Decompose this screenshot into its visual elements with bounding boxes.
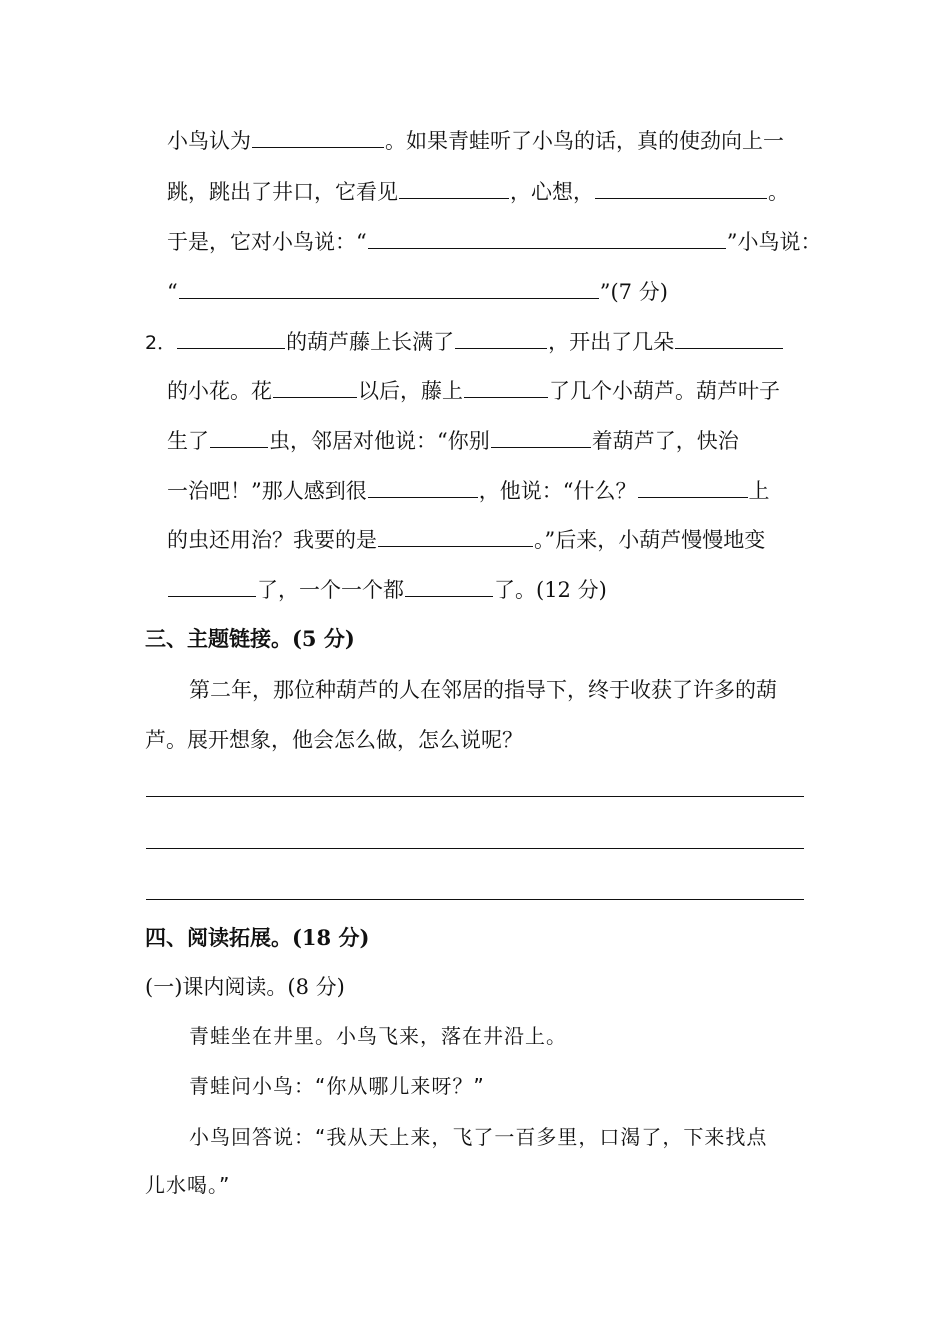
answer-blank[interactable] bbox=[638, 475, 748, 498]
q2-text: 的葫芦藤上长满了 bbox=[286, 330, 455, 354]
q2-line-4 bbox=[167, 475, 770, 506]
q2-text: 的小花。花 bbox=[167, 379, 272, 403]
answer-blank[interactable] bbox=[368, 226, 726, 249]
answer-blank[interactable] bbox=[210, 425, 268, 448]
answer-writing-line[interactable] bbox=[146, 899, 804, 900]
answer-blank[interactable] bbox=[378, 524, 533, 547]
section4-heading: 四、阅读拓展。(18 分) bbox=[145, 925, 370, 950]
answer-blank[interactable] bbox=[368, 475, 478, 498]
answer-writing-line[interactable] bbox=[146, 796, 804, 797]
q1-line-4 bbox=[167, 276, 668, 307]
answer-blank[interactable] bbox=[273, 375, 357, 398]
section4-subheading: (一)课内阅读。(8 分) bbox=[145, 975, 345, 999]
q2-line-1 bbox=[145, 326, 784, 358]
q1-text: 于是，它对小鸟说：“ bbox=[167, 230, 367, 254]
q1-text: ，心想， bbox=[510, 180, 594, 204]
q2-line-6 bbox=[167, 574, 607, 605]
answer-blank[interactable] bbox=[455, 326, 547, 349]
q1-line-2 bbox=[167, 176, 789, 207]
answer-blank[interactable] bbox=[675, 326, 783, 349]
q2-text: 的虫还用治？我要的是 bbox=[167, 528, 377, 552]
reading-paragraph-3: 小鸟回答说：“我从天上来，飞了一百多里，口渴了，下来找点 bbox=[189, 1125, 768, 1149]
q2-text: 生了 bbox=[167, 429, 209, 453]
reading-paragraph-3-cont: 儿水喝。” bbox=[145, 1173, 231, 1197]
answer-blank[interactable] bbox=[464, 375, 548, 398]
q1-text: 。 bbox=[768, 180, 789, 204]
reading-paragraph-2: 青蛙问小鸟：“你从哪儿来呀？” bbox=[189, 1074, 485, 1098]
answer-blank[interactable] bbox=[168, 574, 256, 597]
q2-line-3 bbox=[167, 425, 739, 456]
q2-text: 虫，邻居对他说：“你别 bbox=[269, 429, 490, 453]
answer-blank[interactable] bbox=[399, 176, 509, 199]
reading-paragraph-1: 青蛙坐在井里。小鸟飞来，落在井沿上。 bbox=[189, 1024, 567, 1048]
q2-text: 上 bbox=[748, 479, 770, 503]
section3-paragraph-line-1: 第二年，那位种葫芦的人在邻居的指导下，终于收获了许多的葫 bbox=[189, 678, 777, 702]
answer-blank[interactable] bbox=[595, 176, 767, 199]
q2-text: ，他说：“什么？ bbox=[478, 479, 637, 503]
q2-text: 以后，藤上 bbox=[358, 379, 463, 403]
answer-blank[interactable] bbox=[491, 425, 591, 448]
answer-writing-line[interactable] bbox=[146, 848, 804, 849]
q1-text: 。如果青蛙听了小鸟的话，真的使劲向上一 bbox=[385, 129, 784, 153]
q2-number: 2． bbox=[145, 332, 177, 354]
q1-text: 小鸟认为 bbox=[167, 129, 251, 153]
q1-text: 跳，跳出了井口，它看见 bbox=[167, 180, 398, 204]
answer-blank[interactable] bbox=[179, 276, 599, 299]
q1-line-3 bbox=[167, 226, 822, 257]
q2-text: 着葫芦了，快治 bbox=[591, 429, 739, 453]
section3-paragraph-line-2: 芦。展开想象，他会怎么做，怎么说呢？ bbox=[145, 728, 523, 752]
q2-line-5 bbox=[167, 524, 765, 555]
q2-text: 了几个小葫芦。葫芦叶子 bbox=[549, 379, 780, 403]
section3-heading: 三、主题链接。(5 分) bbox=[145, 626, 355, 651]
answer-blank[interactable] bbox=[405, 574, 493, 597]
answer-blank[interactable] bbox=[177, 326, 285, 349]
q1-text: ”(7 分) bbox=[599, 280, 668, 304]
q2-text: 了，一个一个都 bbox=[257, 578, 404, 602]
q2-text: ，开出了几朵 bbox=[548, 330, 675, 354]
q2-text: 一治吧！”那人感到很 bbox=[167, 479, 367, 503]
q1-line-1 bbox=[167, 125, 784, 156]
q2-text: 。”后来，小葫芦慢慢地变 bbox=[534, 528, 766, 552]
q2-text: 了。(12 分) bbox=[494, 578, 607, 602]
answer-blank[interactable] bbox=[252, 125, 384, 148]
q1-text: ”小鸟说： bbox=[726, 230, 822, 254]
q1-text: “ bbox=[167, 280, 178, 304]
q2-line-2 bbox=[167, 375, 780, 406]
